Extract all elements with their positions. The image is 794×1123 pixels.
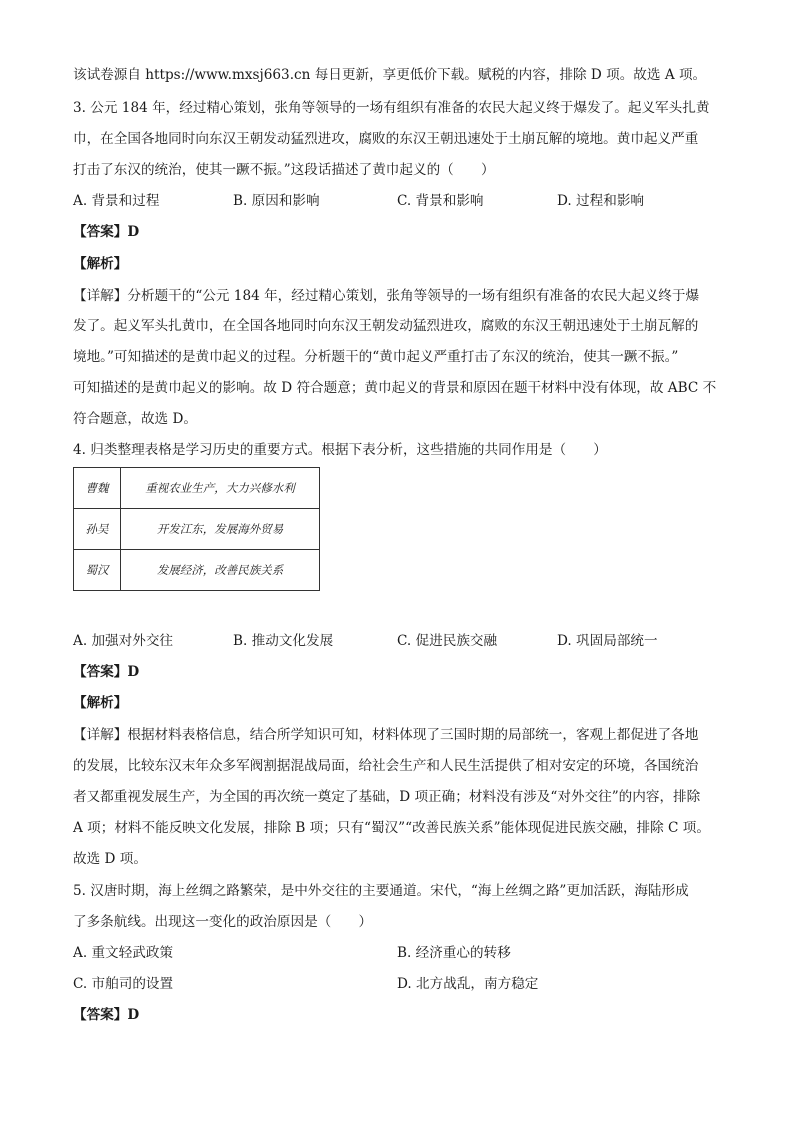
q4-detail-line-3: 者又都重视发展生产，为全国的再次统一奠定了基础，D 项正确；材料没有涉及“对外交往”的内容，排除 (73, 789, 701, 805)
measures-table (73, 467, 320, 591)
q5-option-c: C. 市舶司的设置 (73, 976, 174, 992)
q5-option-a: A. 重文轻武政策 (73, 945, 174, 961)
q3-answer: 【答案】D (73, 224, 140, 240)
q4-answer: 【答案】D (73, 664, 140, 680)
q3-detail-line-3: 境地。”可知描述的是黄巾起义的过程。分析题干的“黄巾起义严重打击了东汉的统治，使其一蹶不振。” (73, 349, 679, 365)
q5-option-d: D. 北方战乱，南方稳定 (397, 976, 539, 992)
table-row (74, 509, 320, 550)
table-cell-measure: 重视农业生产，大力兴修水利 (121, 468, 320, 509)
source-header: 该试卷源自 https://www.mxsj663.cn 每日更新，享更低价下载。赋税的内容，排除 D 项。故选 A 项。 (73, 67, 707, 83)
q3-detail-line-2: 发了。起义军头扎黄巾，在全国各地同时向东汉王朝发动猛烈进攻，腐败的东汉王朝迅速处于土崩瓦解的 (73, 318, 699, 334)
q3-option-b: B. 原因和影响 (233, 193, 320, 209)
q5-option-b: B. 经济重心的转移 (397, 945, 511, 961)
q4-analysis-label: 【解析】 (73, 695, 128, 711)
q5-answer: 【答案】D (73, 1007, 140, 1023)
q3-detail-line-5: 符合题意，故选 D。 (73, 411, 197, 427)
q4-option-a: A. 加强对外交往 (73, 633, 174, 649)
q3-stem-line-3: 打击了东汉的统治，使其一蹶不振。”这段话描述了黄巾起义的（ ） (73, 162, 495, 178)
q4-option-c: C. 促进民族交融 (397, 633, 498, 649)
table-row (74, 550, 320, 591)
q3-detail-line-1: 【详解】分析题干的“公元 184 年，经过精心策划，张角等领导的一场有组织有准备的农民大起义终于爆 (73, 288, 700, 304)
q3-analysis-label: 【解析】 (73, 256, 128, 272)
q4-detail-line-1: 【详解】根据材料表格信息，结合所学知识可知，材料体现了三国时期的局部统一，客观上都促进了各地 (73, 727, 699, 743)
table-cell-measure: 发展经济，改善民族关系 (121, 550, 320, 591)
q3-detail-line-4: 可知描述的是黄巾起义的影响。故 D 符合题意；黄巾起义的背景和原因在题干材料中没有体现，故 ABC 不 (73, 380, 717, 396)
q3-option-d: D. 过程和影响 (557, 193, 645, 209)
q3-stem-line-2: 巾，在全国各地同时向东汉王朝发动猛烈进攻，腐败的东汉王朝迅速处于土崩瓦解的境地。黄巾起义严重 (73, 131, 699, 147)
q4-detail-line-4: A 项；材料不能反映文化发展，排除 B 项；只有“蜀汉”“改善民族关系”能体现促进民族交融，排除 C 项。 (73, 820, 710, 836)
q4-option-b: B. 推动文化发展 (233, 633, 334, 649)
q4-option-d: D. 巩固局部统一 (557, 633, 658, 649)
table-cell-state: 孙吴 (74, 509, 121, 550)
q3-option-a: A. 背景和过程 (73, 193, 160, 209)
table-cell-measure: 开发江东，发展海外贸易 (121, 509, 320, 550)
q4-detail-line-5: 故选 D 项。 (73, 851, 147, 867)
table-cell-state: 蜀汉 (74, 550, 121, 591)
q4-stem: 4. 归类整理表格是学习历史的重要方式。根据下表分析，这些措施的共同作用是（ ） (73, 442, 607, 458)
q3-option-c: C. 背景和影响 (397, 193, 484, 209)
q3-stem-line-1: 3. 公元 184 年，经过精心策划，张角等领导的一场有组织有准备的农民大起义终于爆发了。起义军头扎黄 (73, 100, 710, 116)
q5-stem-line-1: 5. 汉唐时期，海上丝绸之路繁荣，是中外交往的主要通道。宋代，“海上丝绸之路”更加活跃，海陆形成 (73, 883, 689, 899)
q4-detail-line-2: 的发展，比较东汉末年众多军阀割据混战局面，给社会生产和人民生活提供了相对安定的环境，各国统治 (73, 758, 699, 774)
table-cell-state: 曹魏 (74, 468, 121, 509)
q5-stem-line-2: 了多条航线。出现这一变化的政治原因是（ ） (73, 914, 373, 930)
table-row (74, 468, 320, 509)
